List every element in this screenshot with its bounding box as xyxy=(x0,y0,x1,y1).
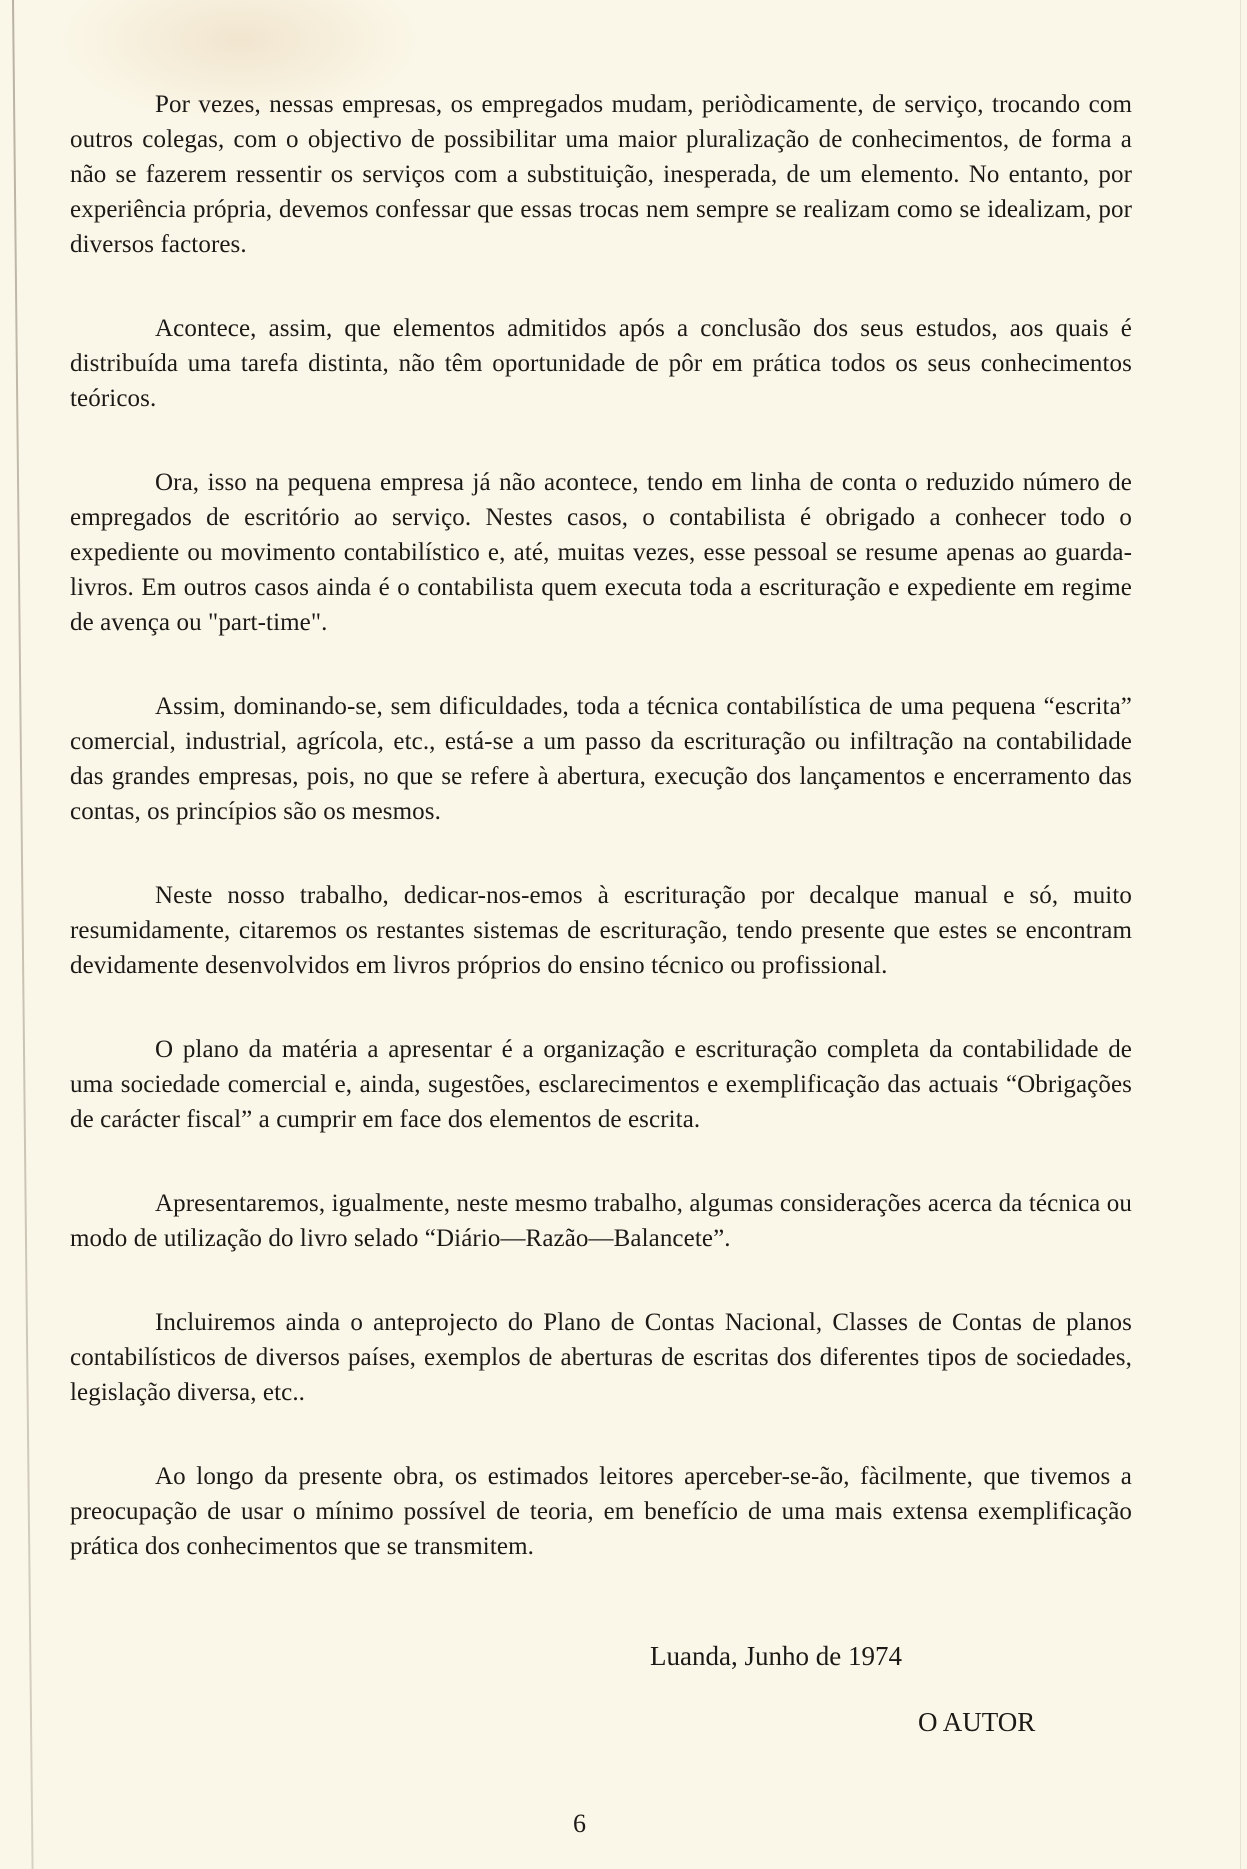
paragraph-8: Incluiremos ainda o anteprojecto do Plano de Contas Nacional, Classes de Contas de planos contabilísticos de diversos países, exemplos de aberturas de escritas dos diferentes tipos de sociedades, legislação diversa, etc.. xyxy=(70,1309,1132,1406)
paragraph-5: Neste nosso trabalho, dedicar-nos-emos à escrituração por decalque manual e só, muito resumidamente, citaremos os restantes sistemas de escrituração, tendo presente que estes se encontram devidamente desenvolvidos em livros próprios do ensino técnico ou profissional. xyxy=(70,882,1132,979)
body-text xyxy=(70,87,1132,1613)
paragraph-1: Por vezes, nessas empresas, os empregados mudam, periòdicamente, de serviço, trocando com outros colegas, com o objectivo de possibilitar uma maior pluralização de conhecimentos, de forma a não se fazerem ressentir os serviços com a substituição, inesperada, de um elemento. No entanto, por experiência própria, devemos confessar que essas trocas nem sempre se realizam como se idealizam, por diversos factores. xyxy=(70,91,1132,258)
paragraph-7: Apresentaremos, igualmente, neste mesmo trabalho, algumas considerações acerca da técnica ou modo de utilização do livro selado “Diário—Razão—Balancete”. xyxy=(70,1190,1132,1252)
paragraph-4: Assim, dominando-se, sem dificuldades, toda a técnica contabilística de uma pequena “escrita” comercial, industrial, agrícola, etc., está-se a um passo da escrituração ou infiltração na contabilidade das grandes empresas, pois, no que se refere à abertura, execução dos lançamentos e encerramento das contas, os princípios são os mesmos. xyxy=(70,693,1132,825)
paragraph-2: Acontece, assim, que elementos admitidos após a conclusão dos seus estudos, aos quais é distribuída uma tarefa distinta, não têm oportunidade de pôr em prática todos os seus conhecimentos teóricos. xyxy=(70,315,1132,412)
paragraph-9: Ao longo da presente obra, os estimados leitores aperceber-se-ão, fàcilmente, que tivemos a preocupação de usar o mínimo possível de teoria, em benefício de uma mais extensa exemplificação prática dos conhecimentos que se transmitem. xyxy=(70,1463,1132,1560)
page-number: 6 xyxy=(573,1809,586,1838)
page-edge-rule xyxy=(12,0,34,1869)
place-and-date: Luanda, Junho de 1974 xyxy=(650,1641,902,1671)
paragraph-3: Ora, isso na pequena empresa já não acontece, tendo em linha de conta o reduzido número de empregados de escritório ao serviço. Nestes casos, o contabilista é obrigado a conhecer todo o expediente ou movimento contabilístico e, até, muitas vezes, esse pessoal se resume apenas ao guarda-livros. Em outros casos ainda é o contabilista quem executa toda a escrituração e expediente em regime de avença ou "part-time". xyxy=(70,469,1132,636)
author-signature: O AUTOR xyxy=(918,1707,1036,1737)
page-edge-rule-right xyxy=(1240,0,1241,1869)
paragraph-6: O plano da matéria a apresentar é a organização e escrituração completa da contabilidade de uma sociedade comercial e, ainda, sugestões, esclarecimentos e exemplificação das actuais “Obrigações de carácter fiscal” a cumprir em face dos elementos de escrita. xyxy=(70,1036,1132,1133)
